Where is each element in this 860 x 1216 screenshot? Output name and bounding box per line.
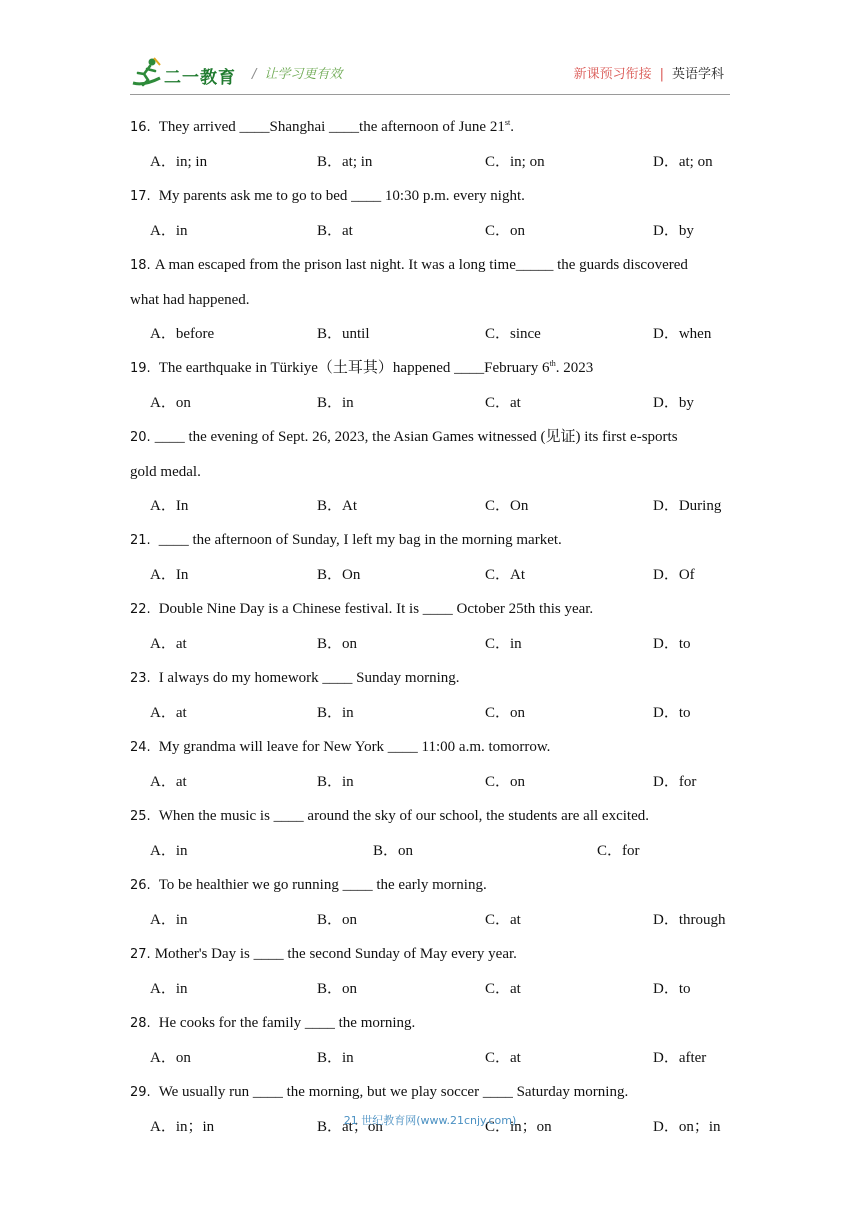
question-26 [130, 868, 740, 903]
option-c[interactable]: C．at [485, 1050, 521, 1066]
question-text-tail: . [510, 119, 514, 135]
question-20-continued [130, 455, 740, 489]
option-c[interactable]: C．on [485, 774, 526, 790]
option-c[interactable]: C．for [597, 843, 640, 859]
question-number: 24. [130, 740, 151, 755]
question-28 [130, 1006, 740, 1041]
header-right [574, 63, 724, 82]
option-c[interactable]: C．at [485, 981, 521, 997]
question-text: We usually run ____ the morning, but we play soccer ____ Saturday morning. [158, 1084, 629, 1100]
option-a[interactable]: A．in [150, 223, 188, 239]
question-21 [130, 523, 740, 558]
option-c[interactable]: C．at [485, 912, 521, 928]
runner-logo-icon [130, 56, 164, 90]
option-a[interactable]: A．at [150, 636, 187, 652]
option-b[interactable]: B．At [317, 498, 358, 514]
question-16 [130, 110, 740, 145]
option-a[interactable]: A．in；in [150, 1119, 215, 1135]
page-header [130, 52, 730, 96]
question-24 [130, 730, 740, 765]
options-27 [130, 972, 740, 1006]
option-d[interactable]: D．to [653, 981, 691, 997]
question-list [130, 110, 740, 1144]
option-d[interactable]: D．when [653, 326, 712, 342]
question-number: 23. [130, 671, 151, 686]
options-25 [130, 834, 740, 868]
question-23 [130, 661, 740, 696]
question-number: 29. [130, 1085, 151, 1100]
header-divider: | [659, 67, 664, 82]
options-21 [130, 558, 740, 592]
option-d[interactable]: D．Of [653, 567, 695, 583]
question-number: 16. [130, 120, 151, 135]
question-number: 20. [130, 430, 151, 445]
option-d[interactable]: D．after [653, 1050, 707, 1066]
ordinal-suffix: st [504, 118, 511, 127]
option-b[interactable]: B．until [317, 326, 370, 342]
option-d[interactable]: D．by [653, 395, 694, 411]
question-number: 28. [130, 1016, 151, 1031]
option-b[interactable]: B．at [317, 223, 353, 239]
question-number: 26. [130, 878, 151, 893]
question-number: 17. [130, 189, 151, 204]
question-text: Mother's Day is ____ the second Sunday of May every year. [154, 946, 517, 962]
question-text: They arrived ____Shanghai ____the afternoon of June 21 [158, 119, 505, 135]
header-subject: 英语学科 [671, 67, 724, 82]
question-text: When the music is ____ around the sky of our school, the students are all excited. [158, 808, 649, 824]
slogan-slash: / [252, 67, 257, 82]
option-a[interactable]: A．on [150, 395, 191, 411]
option-b[interactable]: B．at；on [317, 1119, 383, 1135]
option-a[interactable]: A．before [150, 326, 215, 342]
question-text: ____ the evening of Sept. 26, 2023, the Asian Games witnessed (见证) its first e-sports [154, 429, 678, 445]
options-24 [130, 765, 740, 799]
question-18 [130, 248, 740, 283]
option-a[interactable]: A．in [150, 912, 188, 928]
option-c[interactable]: C．On [485, 498, 529, 514]
option-d[interactable]: D．for [653, 774, 697, 790]
question-text: My parents ask me to go to bed ____ 10:30 p.m. every night. [158, 188, 525, 204]
question-27 [130, 937, 740, 972]
option-b[interactable]: B．on [317, 636, 358, 652]
question-text-line2: what had happened. [130, 292, 250, 308]
question-text: I always do my homework ____ Sunday morning. [158, 670, 460, 686]
option-a[interactable]: A．on [150, 1050, 191, 1066]
option-b[interactable]: B．on [373, 843, 414, 859]
option-d[interactable]: D．During [653, 498, 722, 514]
option-d[interactable]: D．to [653, 705, 691, 721]
header-course-label: 新课预习衔接 [573, 67, 652, 82]
options-20 [130, 489, 740, 523]
option-c[interactable]: C．At [485, 567, 526, 583]
question-text: The earthquake in Türkiye（土耳其）happened ____February 6 [158, 360, 550, 376]
option-c[interactable]: C．since [485, 326, 541, 342]
option-c[interactable]: C．on [485, 223, 526, 239]
question-18-continued [130, 283, 740, 317]
question-text: A man escaped from the prison last night. It was a long time_____ the guards discovered [154, 257, 688, 273]
option-d[interactable]: D．on；in [653, 1119, 721, 1135]
options-26 [130, 903, 740, 937]
option-d[interactable]: D．at; on [653, 154, 713, 170]
option-b[interactable]: B．in [317, 1050, 354, 1066]
slogan [252, 63, 342, 82]
question-25 [130, 799, 740, 834]
page-footer: 21 世纪教育网(www.21cnjy.com) [343, 1114, 517, 1127]
option-a[interactable]: A．at [150, 705, 187, 721]
option-d[interactable]: D．to [653, 636, 691, 652]
options-19 [130, 386, 740, 420]
question-text: Double Nine Day is a Chinese festival. It is ____ October 25th this year. [158, 601, 594, 617]
logo-text: 二一教育 [164, 68, 236, 88]
option-d[interactable]: D．through [653, 912, 726, 928]
option-b[interactable]: B．in [317, 395, 354, 411]
question-number: 27. [130, 947, 151, 962]
ordinal-suffix: th [549, 359, 556, 368]
option-a[interactable]: A．In [150, 498, 189, 514]
question-text: ____ the afternoon of Sunday, I left my bag in the morning market. [158, 532, 562, 548]
option-b[interactable]: B．in [317, 774, 354, 790]
logo [130, 56, 240, 90]
slogan-text: 让学习更有效 [264, 67, 343, 82]
options-23 [130, 696, 740, 730]
question-19 [130, 351, 740, 386]
question-number: 21. [130, 533, 151, 548]
option-b[interactable]: B．in [317, 705, 354, 721]
option-b[interactable]: B．on [317, 912, 358, 928]
option-a[interactable]: A．at [150, 774, 187, 790]
question-17 [130, 179, 740, 214]
question-29 [130, 1075, 740, 1110]
question-20 [130, 420, 740, 455]
options-28 [130, 1041, 740, 1075]
question-text-line2: gold medal. [130, 464, 201, 480]
option-c[interactable]: C．in；on [485, 1119, 552, 1135]
option-d[interactable]: D．by [653, 223, 694, 239]
question-number: 22. [130, 602, 151, 617]
options-18 [130, 317, 740, 351]
option-b[interactable]: B．on [317, 981, 358, 997]
question-number: 25. [130, 809, 151, 824]
option-a[interactable]: A．in [150, 981, 188, 997]
header-rule [130, 94, 730, 95]
question-text: My grandma will leave for New York ____ 11:00 a.m. tomorrow. [158, 739, 551, 755]
option-c[interactable]: C．on [485, 705, 526, 721]
option-a[interactable]: A．in [150, 843, 188, 859]
option-a[interactable]: A．In [150, 567, 189, 583]
options-17 [130, 214, 740, 248]
question-text-tail: . 2023 [555, 360, 594, 376]
option-c[interactable]: C．in [485, 636, 522, 652]
question-text: To be healthier we go running ____ the early morning. [158, 877, 487, 893]
option-a[interactable]: A．in; in [150, 154, 208, 170]
options-22 [130, 627, 740, 661]
option-c[interactable]: C．at [485, 395, 521, 411]
question-number: 19. [130, 361, 151, 376]
question-text: He cooks for the family ____ the morning. [158, 1015, 416, 1031]
options-16 [130, 145, 740, 179]
question-22 [130, 592, 740, 627]
option-b[interactable]: B．On [317, 567, 361, 583]
option-c[interactable]: C．in; on [485, 154, 545, 170]
option-b[interactable]: B．at; in [317, 154, 373, 170]
question-number: 18. [130, 258, 151, 273]
